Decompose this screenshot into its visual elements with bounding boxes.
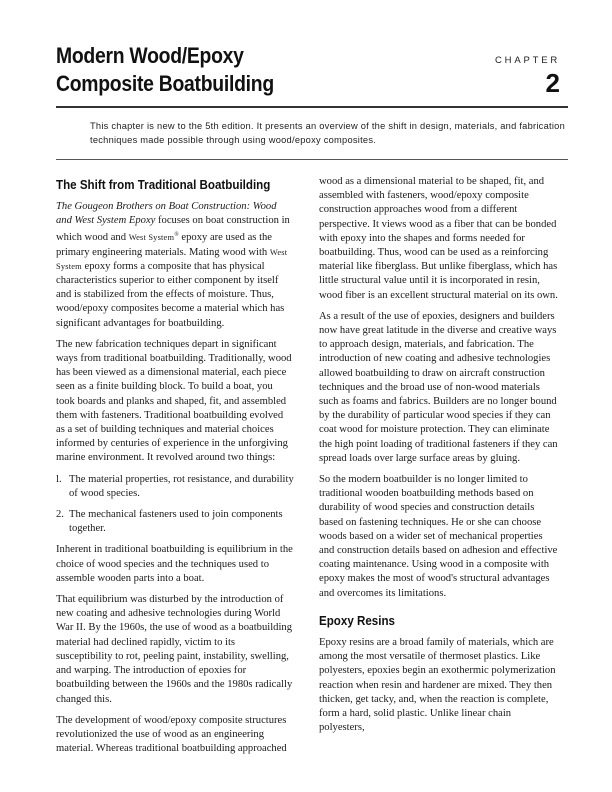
book-title: The Gougeon Brothers on Boat Construction: Wood and West System Epoxy xyxy=(56,201,277,227)
registered-mark: ® xyxy=(174,232,179,239)
header-rule xyxy=(56,106,568,108)
left-column xyxy=(56,177,294,763)
paragraph: Inherent in traditional boatbuilding is equilibrium in the choice of wood species and the techniques used to assemble wooden parts into a boat. xyxy=(56,544,293,584)
list-item: l. The material properties, rot resistance, and durability of wood species. xyxy=(56,473,294,499)
paragraph: As a result of the use of epoxies, designers and builders now have great latitude in the diverse and creative ways to approach design, materials, and fabrication. The introduction of new coating and adhesive technologies allowed boatbuilding to draw on aircraft construction techniques and the broad use of non-wood materials such as foams and fabrics. Builders are no longer bound by the durability of particular wood species if they can coat wood for moisture protection. They can eliminate the high point loading of traditional fasteners if they can spread loads over large surface areas by gluing. xyxy=(319,310,558,464)
right-column xyxy=(319,175,559,742)
paragraph: So the modern boatbuilder is no longer limited to traditional wooden boatbuilding methods based on durability of wood species and construction details based on fastening techniques. He or she can choose woods based on a wider set of mechanical properties and construction details based on adhesion and effective coating maintenance. Using wood in a composite with epoxy makes the most of wood's structural advantages and overcomes its limitations. xyxy=(319,474,558,599)
chapter-title-line2: Composite Boatbuilding xyxy=(56,71,274,96)
brand-name: West System xyxy=(56,247,288,271)
list-item: 2. The mechanical fasteners used to join components together. xyxy=(56,509,283,535)
paragraph: That equilibrium was disturbed by the introduction of new coating and adhesive technologies during World War II. By the 1960s, the use of wood as a boatbuilding material had declined rapidly, victim to its susceptibility to rot, peeling paint, instability, swelling, and warping. The introduction of epoxies for boatbuilding between the 1960s and the 1980s radically changed this. xyxy=(56,594,293,705)
chapter-number: 2 xyxy=(545,68,560,98)
section-heading-shift: The Shift from Traditional Boatbuilding xyxy=(56,178,271,192)
list-number: l. xyxy=(56,473,62,485)
brand-name: West System xyxy=(128,233,175,243)
paragraph: The Gougeon Brothers on Boat Construction: Wood and West System Epoxy focuses on boat construction in which wood and West System® epoxy are used as the primary engineering materials. Mating wood with West System epoxy forms a composite that has physical characteristics superior to either component by itself and is stabilized from the effects of moisture. Thus, wood/epoxy composites become a material which has significant advantages for boatbuilding. xyxy=(56,201,290,329)
chapter-label: CHAPTER xyxy=(495,55,560,66)
paragraph: Epoxy resins are a broad family of materials, which are among the most versatile of thermoset plastics. Like polyesters, epoxies begin an exothermic polymerization reaction when resin and hardener are mixed. They then thicken, get tacky, and, when the reaction is complete, form a hard, solid plastic. Unlike linear chain polyesters, xyxy=(319,636,556,734)
list-number: 2. xyxy=(56,509,64,521)
chapter-title xyxy=(56,42,408,98)
paragraph: wood as a dimensional material to be shaped, fit, and assembled with fasteners, wood/epoxy composite construction approaches wood from a different perspective. It views wood as a fiber that can be bonded with epoxy into the shapes and forms needed for boatbuilding. Thus, wood can be used as a reinforcing material like fiberglass. But unlike fiberglass, which has little structural value until it is incorporated in resin, wood fiber is an excellent structural material on its own. xyxy=(319,176,558,301)
paragraph: The new fabrication techniques depart in significant ways from traditional boatbuilding. Traditionally, wood has been viewed as a dimensional material, each piece seen as a finite building block. To build a boat, you took boards and planks and shaped, fit, and assembled them with fasteners. Traditional boatbuilding evolved as a set of building techniques and material choices informed by centuries of experience in the unforgiving marine environment. It revolved around two things: xyxy=(56,338,292,464)
chapter-title-line1: Modern Wood/Epoxy xyxy=(56,43,244,68)
section-heading-epoxy-resins: Epoxy Resins xyxy=(319,613,395,628)
chapter-intro: This chapter is new to the 5th edition. It presents an overview of the shift in design, materials, and fabrication techniques made possible through using wood/epoxy composites. xyxy=(90,121,565,145)
paragraph: The development of wood/epoxy composite structures revolutionized the use of wood as an engineering material. Whereas traditional boatbuilding approached xyxy=(56,714,287,755)
intro-rule xyxy=(56,159,568,160)
